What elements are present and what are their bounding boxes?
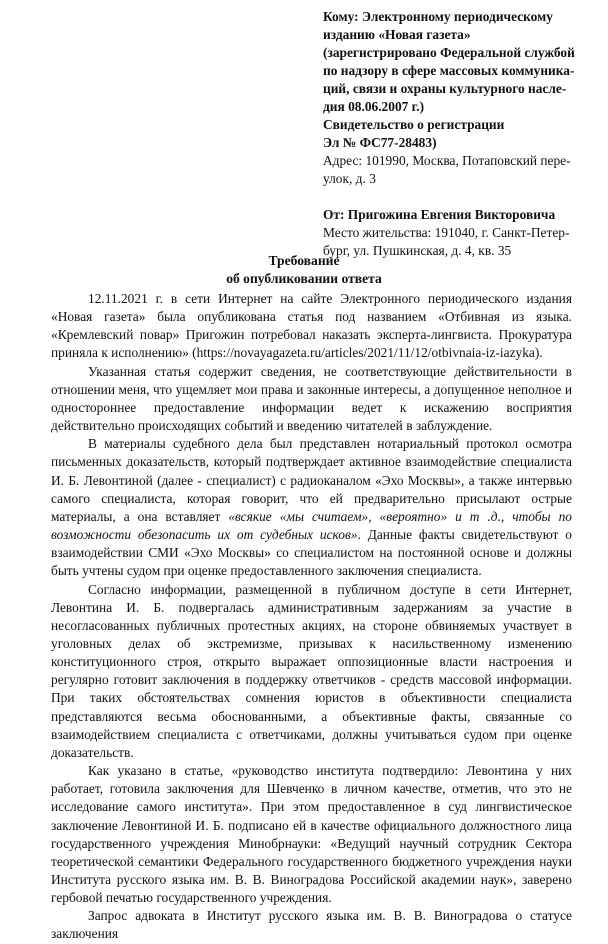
quote-italic: «всякие «мы считаем», «вероятно» и т .д., чтобы по возможности обезопасить их от судебных исков»: [51, 508, 572, 543]
recipient-line: дия 08.06.2007 г.): [323, 99, 425, 114]
paragraph-3-text-a: В материалы судебного дела был представлен нотариальный протокол осмотра письменных доказательств, который подтверждает активное взаимодействие специалиста И. Б. Левонтиной (далее - специалист) с радиоканалом «Эхо Москвы», а также интервью самого специалиста, которая говорит, что ей предварительно присылают острые материалы, а она вставляет: [51, 436, 572, 524]
recipient-address-line: Адрес: 101990, Москва, Потаповский пере-: [323, 153, 571, 168]
document-title: [0, 252, 608, 288]
recipient-line: Кому: Электронному периодическому: [323, 9, 553, 24]
sender-address-line: Место жительства: 191040, г. Санкт-Петер-: [323, 225, 570, 240]
paragraph-4: Согласно информации, размещенной в публичном доступе в сети Интернет, Левонтина И. Б. подвергалась административным задержаниям за участие в несогласованных публичных протестных акциях, на стороне обвиняемых участвует в уголовных делах об экстремизме, призывах к насильственному изменению конституционного строя, открыто выражает оппозиционные власти настроения и регулярно готовит заключения в поддержку ответчиков - средств массовой информации. При таких обстоятельствах сомнения юристов в объективности специалиста представляются весьма обоснованными, а объективные факты, связанные со взаимодействием специалиста с ответчиками, должны учитываться судом при оценке доказательств.: [51, 581, 572, 760]
sender-line: От: Пригожина Евгения Викторовича: [323, 207, 556, 222]
paragraph-3-text-b: . Данные факты свидетельствуют о взаимодействии СМИ «Эхо Москвы» со специалистом на постоянной основе и должны быть учтены судом при оценке предоставленного заключения специалиста.: [51, 527, 572, 579]
paragraph-1: 12.11.2021 г. в сети Интернет на сайте Электронного периодического издания «Новая газета» была опубликована статья под названием «Отбивная из языка. «Кремлевский повар» Пригожин потребовал наказать эксперта-лингвиста. Прокуратура приняла к исполнению» (https://novayagazeta.ru/articles/2021/11/12/otbivnaia-iz-iazyka).: [51, 291, 572, 361]
paragraph-5: Как указано в статье, «руководство института подтвердило: Левонтина у них работает, готовила заключения для Шевченко в личном качестве, отметив, что это не исследование самого института». При этом предоставленное в суд лингвистическое заключение Левонтиной И. Б. подписано ей в качестве официального должностного лица государственного учреждения Минобрнауки: «Ведущий научный сотрудник Сектора теоретической семантики Федерального государственного бюджетного учреждения науки Института русского языка им. В. В. Виноградова Российской академии наук», заверено гербовой печатью государственного учреждения.: [51, 763, 572, 906]
title-line-2: об опубликовании ответа: [226, 271, 382, 286]
document-body: [51, 290, 572, 944]
paragraph-2: Указанная статья содержит сведения, не соответствующие действительности в отношении меня, что ущемляет мои права и законные интересы, а допущенное неполное и одностороннее предоставление информации ведет к искажению восприятия действительно происходящих событий и введению читателей в заблуждение.: [51, 363, 572, 434]
recipient-line: Свидетельство о регистрации: [323, 117, 505, 132]
addressee-block: [323, 8, 583, 260]
recipient-line: (зарегистрировано Федеральной службой: [323, 45, 575, 60]
recipient-line: Эл № ФС77-28483): [323, 135, 437, 150]
title-line-1: Требование: [268, 253, 340, 268]
paragraph-3: [51, 435, 572, 580]
paragraph-6: Запрос адвоката в Институт русского языка им. В. В. Виноградова о статусе заключения: [51, 908, 572, 942]
recipient-line: ций, связи и охраны культурного насле-: [323, 81, 567, 96]
recipient-line: изданию «Новая газета»: [323, 27, 471, 42]
recipient-address-line: улок, д. 3: [323, 171, 376, 186]
recipient-line: по надзору в сфере массовых коммуника-: [323, 63, 575, 78]
spacer: [323, 188, 583, 206]
sender-address-line: бург, ул. Пушкинская, д. 4, кв. 35: [323, 243, 512, 258]
